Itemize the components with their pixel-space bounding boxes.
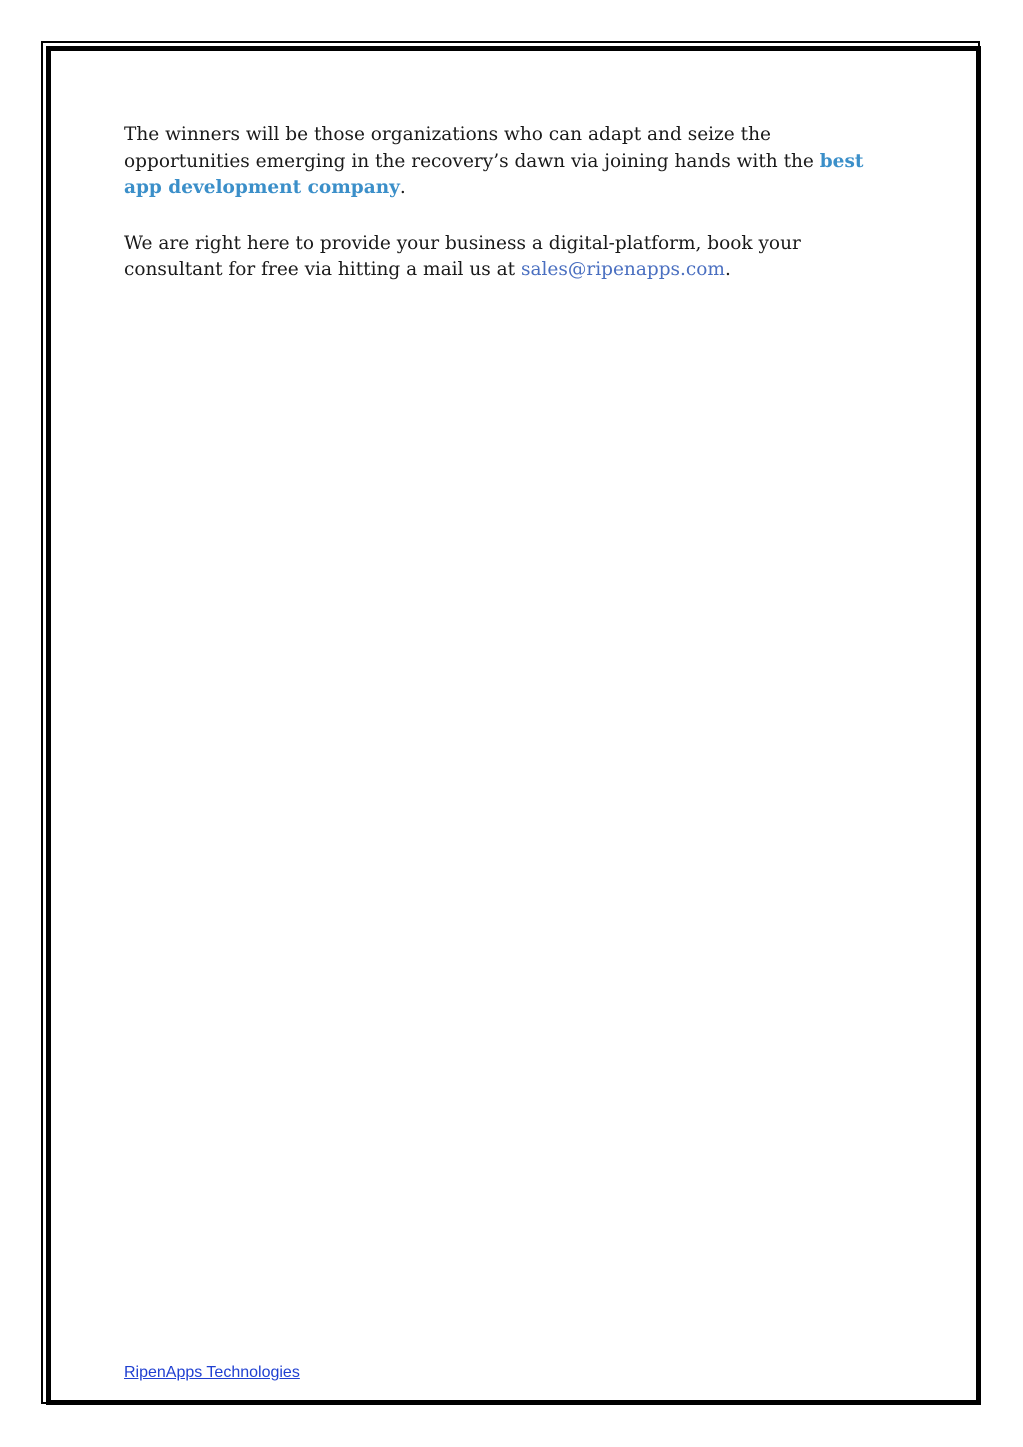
paragraph-contact-end: . [724, 259, 731, 280]
paragraph-winners-end: . [399, 177, 406, 198]
best-app-development-link[interactable]: best app development company [124, 150, 864, 198]
document-body [124, 122, 884, 313]
paragraph-winners-text: The winners will be those organizations who can adapt and seize the opportunities emerging in the recovery’s dawn via joining hands with the [124, 124, 820, 172]
email-link[interactable]: sales@ripenapps.com [520, 259, 725, 280]
paragraph-contact-text: We are right here to provide your business a digital-platform, book your consultant for free via hitting a mail us at [124, 232, 801, 280]
footer-company-link[interactable]: RipenApps Technologies [124, 1364, 300, 1381]
paragraph-contact [124, 231, 884, 284]
paragraph-winners [124, 122, 884, 202]
